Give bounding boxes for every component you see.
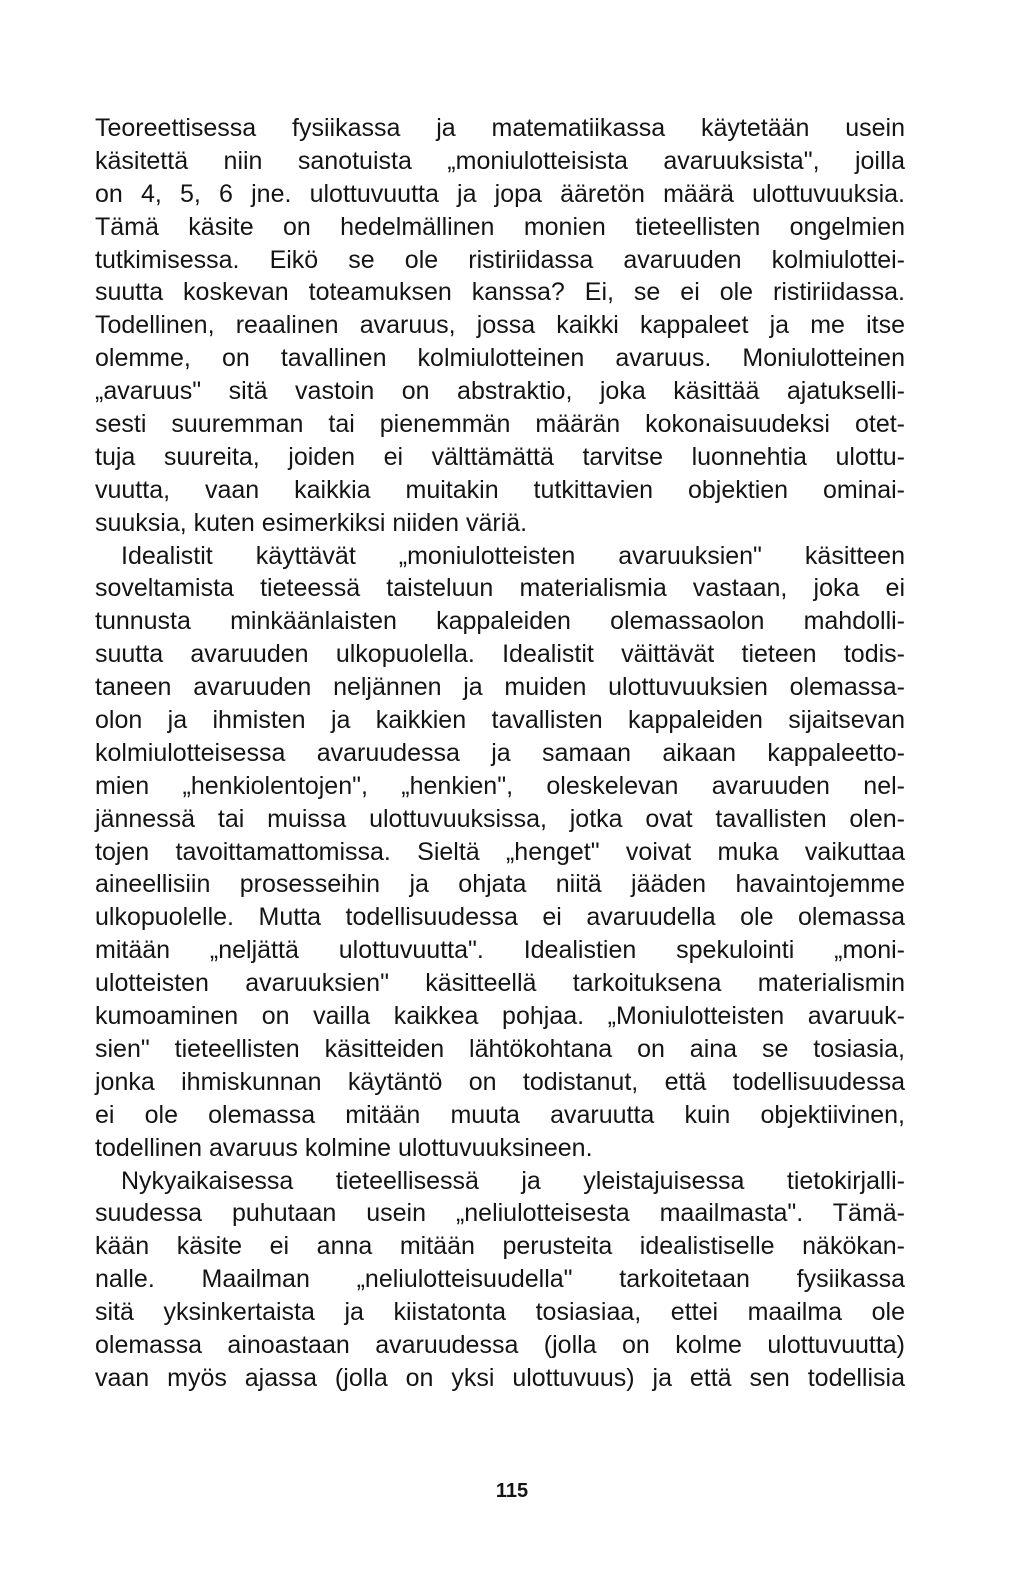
text-line: tuja suureita, joiden ei välttämättä tarvitse luonnehtia ulottu- [95, 442, 905, 471]
text-line: mien „henkiolentojen", „henkien", oleskelevan avaruuden nel- [95, 771, 905, 800]
text-line: „avaruus" sitä vastoin on abstraktio, joka käsittää ajatukselli- [95, 377, 905, 406]
text-line: soveltamista tieteessä taisteluun materialismia vastaan, joka ei [95, 574, 905, 603]
text-line: Tämä käsite on hedelmällinen monien tieteellisten ongelmien [95, 212, 905, 241]
text-line: taneen avaruuden neljännen ja muiden ulottuvuuksien olemassa- [95, 673, 905, 702]
text-line: kolmiulotteisessa avaruudessa ja samaan aikaan kappaleetto- [95, 738, 905, 767]
text-line: nalle. Maailman „neliulotteisuudella" tarkoitetaan fysiikassa [95, 1265, 905, 1294]
text-line: Nykyaikaisessa tieteellisessä ja yleistajuisessa tietokirjalli- [121, 1166, 905, 1195]
text-line: vuutta, vaan kaikkia muitakin tutkittavien objektien ominai- [95, 475, 905, 504]
text-line: tutkimisessa. Eikö se ole ristiriidassa avaruuden kolmiulottei- [95, 245, 905, 274]
text-line: ulkopuolelle. Mutta todellisuudessa ei avaruudella ole olemassa [95, 903, 905, 932]
text-line: olon ja ihmisten ja kaikkien tavallisten kappaleiden sijaitsevan [95, 706, 905, 735]
page-text-block [95, 112, 905, 1395]
text-line: jonka ihmiskunnan käytäntö on todistanut, että todellisuudessa [95, 1067, 905, 1096]
text-line: tunnusta minkäänlaisten kappaleiden olemassaolon mahdolli- [95, 607, 905, 636]
text-line: todellinen avaruus kolmine ulottuvuuksineen. [95, 1133, 593, 1162]
text-line: suutta avaruuden ulkopuolella. Idealistit väittävät tieteen todis- [95, 640, 905, 669]
text-line: sesti suuremman tai pienemmän määrän kokonaisuudeksi otet- [95, 410, 905, 439]
text-line: ei ole olemassa mitään muuta avaruutta kuin objektiivinen, [95, 1100, 905, 1129]
text-line: kään käsite ei anna mitään perusteita idealistiselle näkökan- [95, 1232, 905, 1261]
text-line: sitä yksinkertaista ja kiistatonta tosiasiaa, ettei maailma ole [95, 1298, 905, 1327]
text-line: ulotteisten avaruuksien" käsitteellä tarkoituksena materialismin [95, 969, 905, 998]
text-line: sien" tieteellisten käsitteiden lähtökohtana on aina se tosiasia, [95, 1034, 905, 1063]
text-line: käsitettä niin sanotuista „moniulotteisista avaruuksista", joilla [95, 146, 905, 175]
text-line: Todellinen, reaalinen avaruus, jossa kaikki kappaleet ja me itse [95, 311, 905, 340]
text-line: olemassa ainoastaan avaruudessa (jolla on kolme ulottuvuutta) [95, 1330, 905, 1359]
text-line: on 4, 5, 6 jne. ulottuvuutta ja jopa ääretön määrä ulottuvuuksia. [95, 179, 905, 208]
text-line: jännessä tai muissa ulottuvuuksissa, jotka ovat tavallisten olen- [95, 804, 905, 833]
text-line: suuksia, kuten esimerkiksi niiden väriä. [95, 508, 528, 537]
text-line: Teoreettisessa fysiikassa ja matematiikassa käytetään usein [95, 114, 905, 142]
page-number: 115 [495, 1480, 529, 1502]
text-line: kumoaminen on vailla kaikkea pohjaa. „Moniulotteisten avaruuk- [95, 1002, 905, 1031]
text-line: tojen tavoittamattomissa. Sieltä „henget" voivat muka vaikuttaa [95, 837, 905, 866]
text-line: olemme, on tavallinen kolmiulotteinen avaruus. Moniulotteinen [95, 344, 905, 373]
text-line: suudessa puhutaan usein „neliulotteisesta maailmasta". Tämä- [95, 1199, 905, 1228]
text-line: vaan myös ajassa (jolla on yksi ulottuvuus) ja että sen todellisia [95, 1363, 905, 1392]
text-line: aineellisiin prosesseihin ja ohjata niitä jääden havaintojemme [95, 870, 905, 899]
text-line: suutta koskevan toteamuksen kanssa? Ei, se ei ole ristiriidassa. [95, 278, 905, 307]
text-line: mitään „neljättä ulottuvuutta". Idealistien spekulointi „moni- [95, 936, 905, 965]
text-line: Idealistit käyttävät „moniulotteisten avaruuksien" käsitteen [121, 541, 905, 570]
